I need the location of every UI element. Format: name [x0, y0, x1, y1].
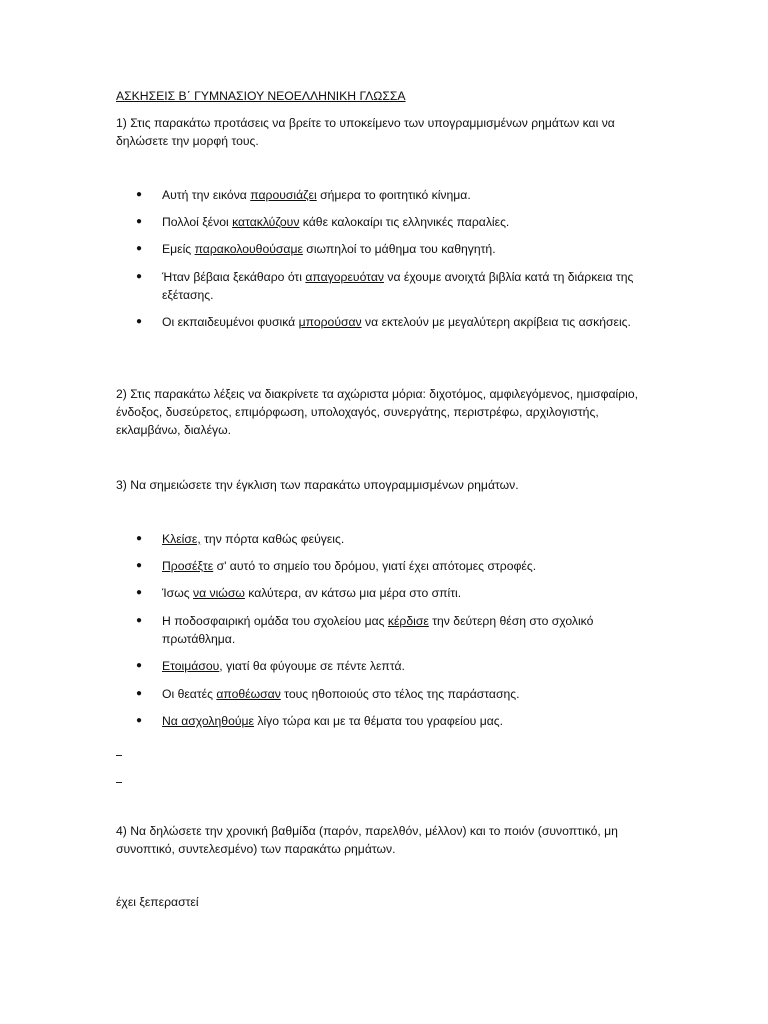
sentence: [162, 557, 646, 575]
bullet-icon: ●: [136, 216, 143, 227]
exercise-4-prompt: 4) Να δηλώσετε την χρονική βαθμίδα (παρόν, παρελθόν, μέλλον) και το ποιόν (συνοπτικό, μη συνοπτικό, συντελεσμένο) των παρακάτω ρημάτων.: [116, 824, 618, 856]
document-title: ΑΣΚΗΣΕΙΣ Β΄ ΓΥΜΝΑΣΙΟΥ ΝΕΟΕΛΛΗΝΙΚΗ ΓΛΩΣΣΑ: [116, 89, 406, 103]
sentence-after: να έχουμε ανοιχτά βιβλία κατά τη διάρκεια της εξέτασης.: [162, 270, 634, 302]
bullet-icon: ●: [136, 660, 143, 671]
bullet-icon: ●: [136, 688, 143, 699]
bullet-icon: ●: [136, 615, 143, 626]
sentence-before: Αυτή την εικόνα: [162, 188, 251, 202]
exercise-3-prompt: 3) Να σημειώσετε την έγκλιση των παρακάτω υπογραμμισμένων ρημάτων.: [116, 478, 519, 492]
sentence: [162, 657, 646, 675]
sentence-after: καλύτερα, αν κάτσω μια μέρα στο σπίτι.: [244, 586, 462, 600]
sentence: [162, 584, 646, 602]
bullet-icon: ●: [136, 189, 143, 200]
underlined-verb: μπορούσαν: [298, 315, 362, 329]
sentence-before: Οι εκπαιδευμένοι φυσικά: [162, 315, 299, 329]
underlined-verb: κατακλύζουν: [232, 215, 300, 229]
sentence-before: Ήταν βέβαια ξεκάθαρο ότι: [162, 270, 306, 284]
sentence: [162, 612, 646, 648]
sentence-after: σήμερα το φοιτητικό κίνημα.: [316, 188, 471, 202]
sentence-after: κάθε καλοκαίρι τις ελληνικές παραλίες.: [299, 215, 510, 229]
underlined-verb: Ετοιμάσου: [162, 659, 220, 673]
sentence-before: Οι θεατές: [162, 687, 217, 701]
sentence: [162, 530, 646, 548]
dash-mark: [116, 782, 122, 783]
sentence-before: Η ποδοσφαιρική ομάδα του σχολείου μας: [162, 614, 388, 628]
sentence-after: την δεύτερη θέση στο σχολικό πρωτάθλημα.: [162, 614, 594, 646]
sentence-after: , γιατί θα φύγουμε σε πέντε λεπτά.: [219, 659, 405, 673]
sentence: [162, 240, 646, 258]
underlined-verb: απαγορευόταν: [305, 270, 384, 284]
bullet-icon: ●: [136, 715, 143, 726]
sentence: [162, 213, 646, 231]
dash-mark: [116, 755, 122, 756]
sentence: [162, 186, 646, 204]
sentence-after: λίγο τώρα και με τα θέματα του γραφείου μας.: [253, 714, 504, 728]
sentence-after: σ' αυτό το σημείο του δρόμου, γιατί έχει απότομες στροφές.: [213, 559, 537, 573]
underlined-verb: να νιώσω: [192, 586, 245, 600]
underlined-verb: παρακολουθούσαμε: [194, 242, 303, 256]
sentence-before: Πολλοί ξένοι: [162, 215, 233, 229]
underlined-verb: παρουσιάζει: [250, 188, 317, 202]
bullet-icon: ●: [136, 533, 143, 544]
underlined-verb: Κλείσε,: [162, 532, 201, 546]
underlined-verb: αποθέωσαν: [216, 687, 281, 701]
sentence-after: τους ηθοποιούς στο τέλος της παράστασης.: [280, 687, 520, 701]
sentence-after: την πόρτα καθώς φεύγεις.: [200, 532, 345, 546]
sentence-after: να εκτελούν με μεγαλύτερη ακρίβεια τις ασκήσεις.: [361, 315, 631, 329]
underlined-verb: Προσέξτε: [162, 559, 214, 573]
exercise-2-prompt: 2) Στις παρακάτω λέξεις να διακρίνετε τα αχώριστα μόρια: διχοτόμος, αμφιλεγόμενος, ημισφαίριο, ένδοξος, δυσεύρετος, επιμόρφωση, υπολοχαγός, συνεργάτης, περιστρέφω, αρχιλογιστής, εκλαμβάνω, διαλέγω.: [116, 387, 639, 437]
exercise-4-verb: έχει ξεπεραστεί: [116, 895, 199, 909]
sentence: [162, 313, 646, 331]
bullet-icon: ●: [136, 271, 143, 282]
underlined-verb: Να ασχοληθούμε: [162, 714, 254, 728]
sentence: [162, 712, 646, 730]
sentence: [162, 268, 646, 304]
sentence: [162, 685, 646, 703]
sentence-before: Ίσως: [162, 586, 193, 600]
bullet-icon: ●: [136, 560, 143, 571]
bullet-icon: ●: [136, 587, 143, 598]
sentence-before: Εμείς: [162, 242, 195, 256]
bullet-icon: ●: [136, 243, 143, 254]
underlined-verb: κέρδισε: [387, 614, 429, 628]
sentence-after: σιωπηλοί το μάθημα του καθηγητή.: [302, 242, 496, 256]
bullet-icon: ●: [136, 316, 143, 327]
exercise-1-prompt: 1) Στις παρακάτω προτάσεις να βρείτε το υποκείμενο των υπογραμμισμένων ρημάτων και να δηλώσετε την μορφή τους.: [116, 116, 615, 148]
